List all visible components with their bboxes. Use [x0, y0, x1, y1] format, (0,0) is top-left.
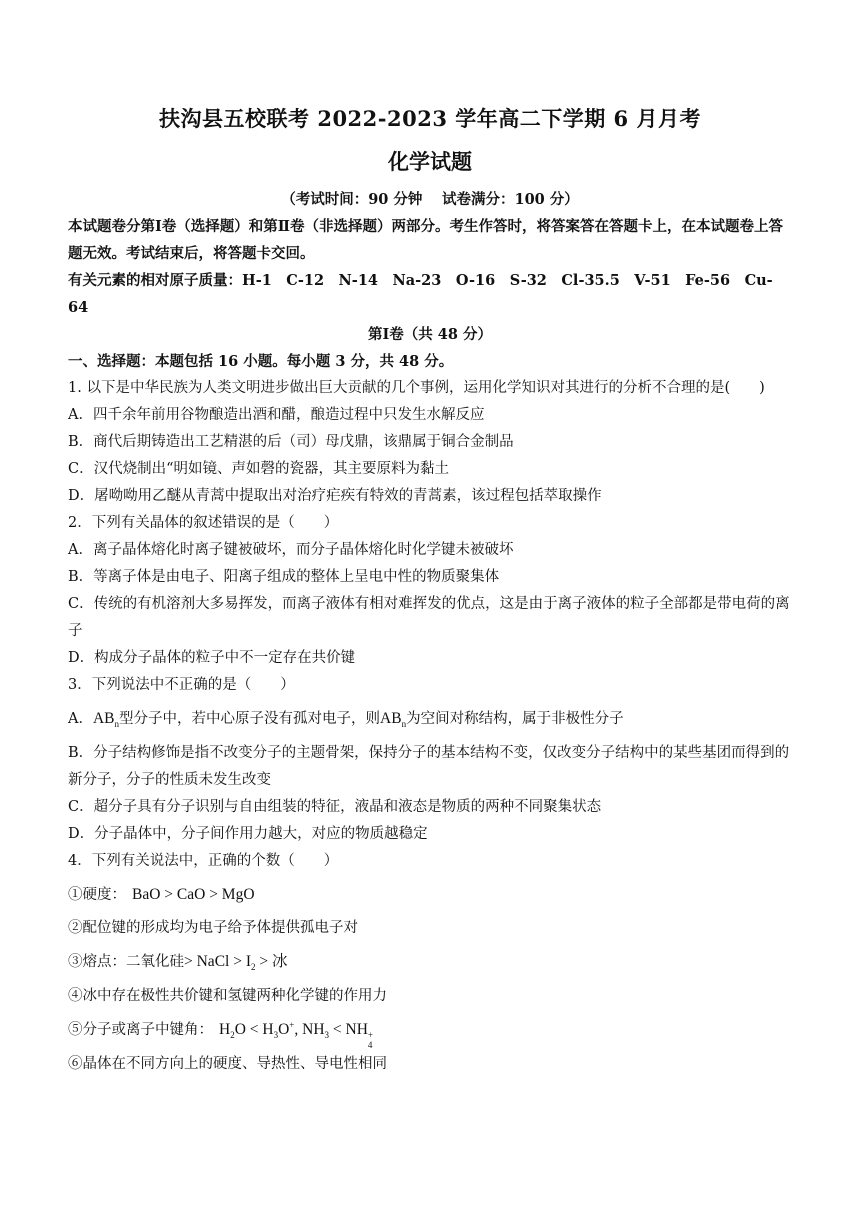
option-c: C．汉代烧制出“明如镜、声如磬的瓷器，其主要原料为黏土 — [68, 461, 450, 477]
question-1 — [68, 375, 792, 510]
option-a: A．$AB_n$型分子中，若中心原子没有孤对电子，则$AB_n$为空间对称结构，属于非极性分子 — [68, 710, 624, 729]
statement-2: ②配位键的形成均为电子给予体提供孤电子对 — [68, 920, 358, 936]
formula-hardness: BaO > CaO > MgO — [132, 886, 255, 903]
formula-abn: $AB_n$ — [380, 710, 407, 729]
statement-3: ③熔点：二氧化硅> NaCl > $I_2$ > 冰 — [68, 953, 288, 972]
question-stem: 2．下列有关晶体的叙述错误的是（ ） — [68, 515, 339, 531]
option-d: D．屠呦呦用乙醚从青蒿中提取出对治疗疟疾有特效的青蒿素，该过程包括萃取操作 — [68, 488, 602, 504]
option-c: C．超分子具有分子识别与自由组装的特征，液晶和液态是物质的两种不同聚集状态 — [68, 799, 602, 815]
question-stem: 3．下列说法中不正确的是（ ） — [68, 677, 295, 693]
option-a: A．离子晶体熔化时离子键被破坏，而分子晶体熔化时化学键未被破坏 — [68, 542, 514, 558]
formula-melting-point: > NaCl > $I_2$ > 冰 — [184, 953, 288, 972]
atomic-masses: 有关元素的相对原子质量：H-1 C-12 N-14 Na-23 O-16 S-32 Cl-35.5 V-51 Fe-56 Cu-64 — [68, 272, 773, 316]
option-b: B．等离子体是由电子、阳离子组成的整体上呈电中性的物质聚集体 — [68, 569, 500, 585]
exam-body — [68, 186, 792, 1078]
page-subtitle: 化学试题 — [388, 149, 472, 174]
question-3 — [68, 672, 792, 848]
question-4 — [68, 848, 792, 1078]
section-heading: 一、选择题：本题包括 16 小题。每小题 3 分，共 48 分。 — [68, 353, 454, 370]
question-stem: 4．下列有关说法中，正确的个数（ ） — [68, 853, 339, 869]
option-b: B．商代后期铸造出工艺精湛的后（司）母戊鼎，该鼎属于铜合金制品 — [68, 434, 514, 450]
option-d: D．构成分子晶体的粒子中不一定存在共价键 — [68, 650, 356, 666]
option-b: B．分子结构修饰是指不改变分子的主题骨架，保持分子的基本结构不变，仅改变分子结构中的某些基团而得到的新分子，分子的性质未发生改变 — [68, 745, 790, 788]
question-2 — [68, 510, 792, 672]
statement-5: ⑤分子或离子中键角： $H_2O < H_3O^+$, $NH_3$ < NH + 4 — [68, 1020, 373, 1050]
option-d: D．分子晶体中，分子间作用力越大，对应的物质越稳定 — [68, 826, 428, 842]
statement-6: ⑥晶体在不同方向上的硬度、导热性、导电性相同 — [68, 1056, 387, 1072]
page-title: 扶沟县五校联考 2022-2023 学年高二下学期 6 月月考 — [159, 106, 701, 131]
statement-4: ④冰中存在极性共价键和氢键两种化学键的作用力 — [68, 988, 387, 1004]
option-c: C．传统的有机溶剂大多易挥发，而离子液体有相对难挥发的优点，这是由于离子液体的粒子全部都是带电荷的离子 — [68, 596, 790, 639]
formula-bond-angle: $H_2O < H_3O^+$, $NH_3$ < NH + 4 — [219, 1020, 373, 1050]
formula-abn: $AB_n$ — [92, 710, 120, 729]
exam-info: （考试时间：90 分钟 试卷满分：100 分） — [281, 191, 579, 208]
statement-1: ①硬度： BaO > CaO > MgO — [68, 886, 255, 903]
section-title: 第Ⅰ卷（共 48 分） — [367, 326, 493, 343]
instructions: 本试题卷分第Ⅰ卷（选择题）和第Ⅱ卷（非选择题）两部分。考生作答时，将答案答在答题卡上，在本试题卷上答题无效。考试结束后，将答题卡交回。 — [68, 218, 783, 262]
option-a: A．四千余年前用谷物酿造出酒和醋，酿造过程中只发生水解反应 — [68, 407, 485, 423]
question-stem: 1. 以下是中华民族为人类文明进步做出巨大贡献的几个事例，运用化学知识对其进行的分析不合理的是( ) — [68, 380, 765, 396]
